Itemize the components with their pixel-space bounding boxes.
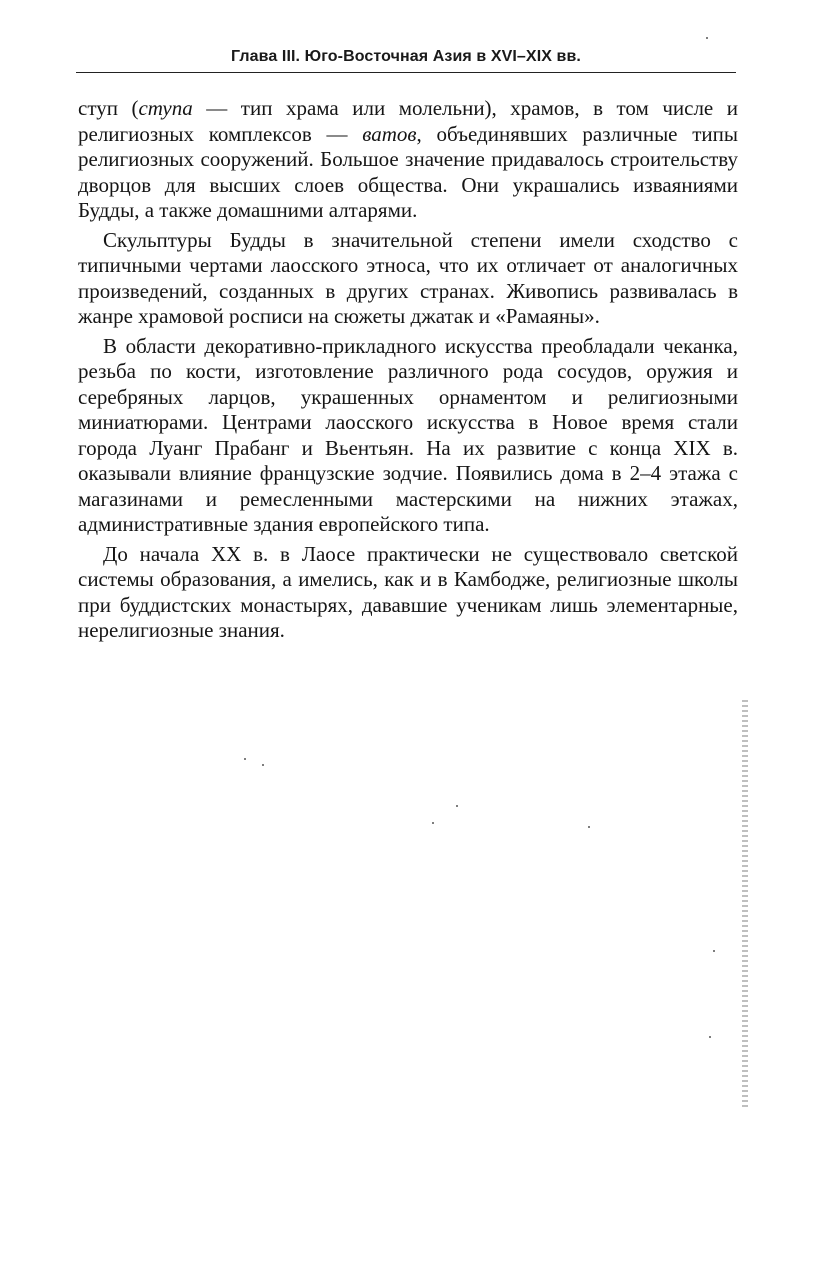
- running-header: Глава III. Юго-Восточная Азия в XVI–XIX вв.: [231, 48, 581, 65]
- scan-speck: [588, 826, 590, 828]
- scan-speck: [713, 950, 715, 952]
- scan-speck: [262, 764, 264, 766]
- paragraph-4: До начала XX в. в Лаосе практически не существовало светской системы образования, а имелись, как и в Камбодже, религиозные школы при буддистских монастырях, дававшие ученикам лишь элементарные, нерелигиозные знания.: [78, 541, 738, 642]
- paragraph-1-text-c: , объединявших различные типы религиозных сооружений. Большое значение придавалось строительству дворцов для высших слоев общества. Они украшались изваяниями Будды, а также домашними алтарями.: [78, 121, 738, 222]
- main-text: [78, 96, 738, 644]
- paragraph-1-text-a: ступ (: [78, 96, 139, 120]
- paragraph-3: В области декоративно-прикладного искусства преобладали чеканка, резьба по кости, изготовление различного рода сосудов, оружия и серебряных ларцов, украшенных орнаментом и религиозными миниатюрами. Центрами лаосского искусства в Новое время стали города Луанг Прабанг и Вьентьян. На их развитие с конца XIX в. оказывали влияние французские зодчие. Появились дома в 2–4 этажа с магазинами и ремесленными мастерскими на нижних этажах, административные здания европейского типа.: [78, 333, 738, 536]
- scan-speck: [244, 758, 246, 760]
- paragraph-1-text-b: — тип храма или молельни), храмов, в том числе и религиозных комплексов —: [78, 96, 738, 146]
- scan-speck: [456, 805, 458, 807]
- paragraph-2: Скульптуры Будды в значительной степени имели сходство с типичными чертами лаосского этноса, что их отличает от аналогичных произведений, созданных в других странах. Живопись развивалась в жанре храмовой росписи на сюжеты джатак и «Рамаяны».: [78, 227, 738, 328]
- header-rule: [76, 72, 736, 73]
- scan-speck: [432, 822, 434, 824]
- term-vat: ватов: [362, 121, 417, 146]
- scan-speck: [709, 1036, 711, 1038]
- paragraph-1: [78, 96, 738, 224]
- term-stupa: ступа: [138, 96, 193, 120]
- scan-edge-artifact: [742, 700, 748, 1110]
- scan-speck: [706, 37, 708, 39]
